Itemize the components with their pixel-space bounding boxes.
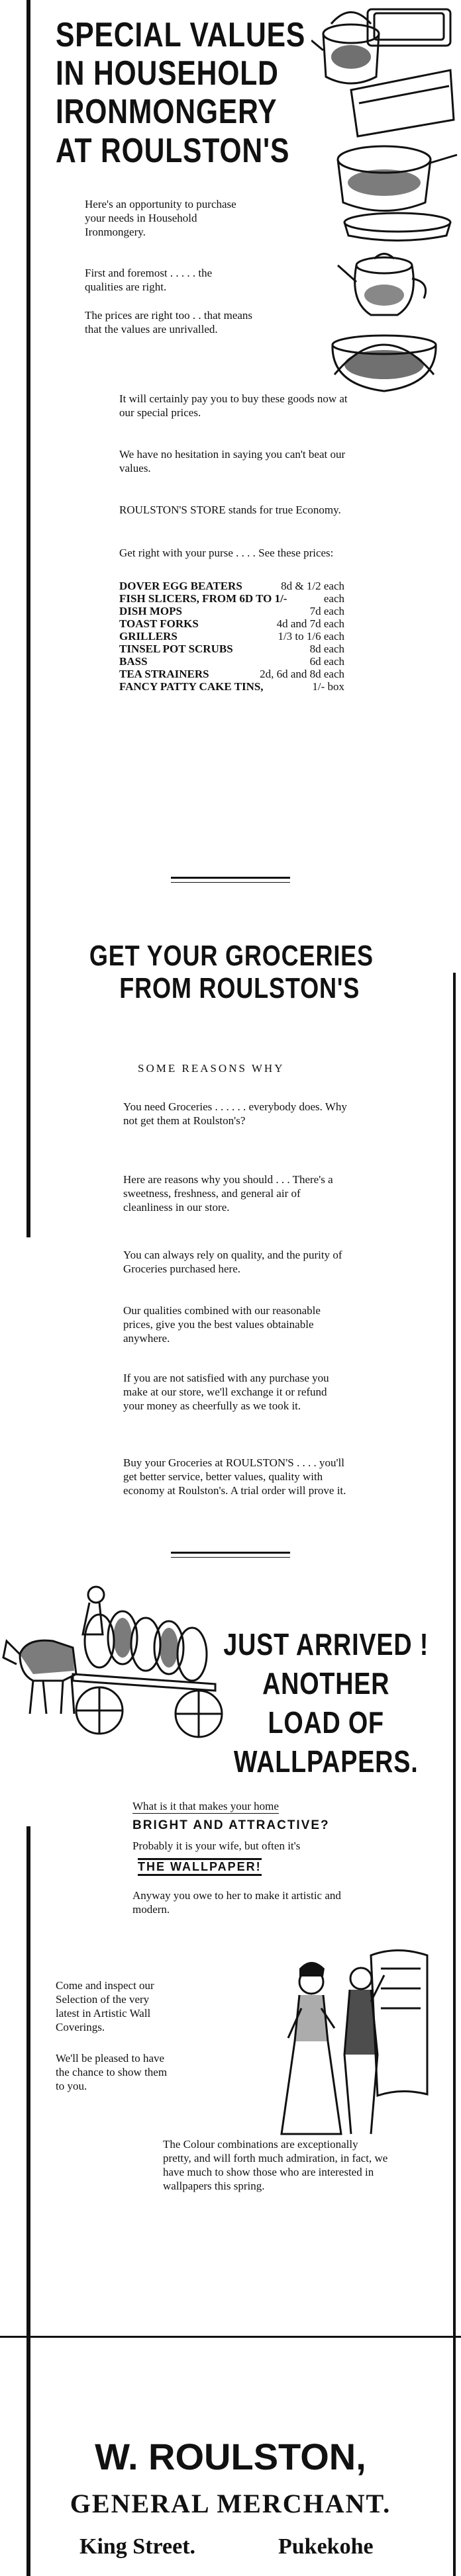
reasons-subheading: SOME REASONS WHY [138, 1062, 285, 1075]
heading-line: ANOTHER [262, 1666, 390, 1701]
item-name: DISH MOPS [119, 605, 182, 617]
heading-line: WALLPAPERS. [233, 1744, 419, 1779]
item-name: FISH SLICERS, FROM 6D TO 1/- [119, 592, 287, 605]
merchant-name: W. ROULSTON, [95, 2436, 366, 2477]
reason-paragraph: Our qualities combined with our reasonable prices, give you the best values obtainable anywhere. [123, 1304, 321, 1345]
wallpaper-text: Anyway you owe to her to make it artistic and modern. [132, 1889, 341, 1916]
merchant-title: GENERAL MERCHANT. [70, 2489, 391, 2518]
wallpaper-text: We'll be pleased to have the chance to show them to you. [56, 2052, 168, 2092]
intro-paragraph: Here's an opportunity to purchase your needs in Household Ironmongery. [85, 198, 236, 238]
merchant-town: Pukekohe [278, 2534, 374, 2559]
couple-with-wallpaper-icon [265, 1942, 444, 2141]
item-name: TOAST FORKS [119, 617, 199, 630]
price-item [119, 668, 344, 680]
section-divider [171, 1552, 290, 1554]
reason-paragraph: You need Groceries . . . . . . everybody does. Why not get them at Roulston's? [123, 1100, 347, 1127]
heading-line: SPECIAL VALUES [56, 16, 306, 54]
reason-paragraph: You can always rely on quality, and the purity of Groceries purchased here. [123, 1249, 342, 1275]
price-item [119, 680, 344, 693]
price-item [119, 592, 344, 605]
section-divider [171, 1557, 290, 1558]
item-price: 2d, 6d and 8d each [260, 668, 344, 680]
item-price: 8d each [309, 643, 344, 655]
groceries-section [0, 926, 461, 1497]
wallpaper-heading [212, 1625, 440, 1781]
price-list [119, 580, 344, 693]
reason-paragraph: Buy your Groceries at ROULSTON'S . . . . you'll get better service, better values, quality with economy at Roulston's. A trial order will prove it. [123, 1456, 346, 1497]
purse-paragraph: Get right with your purse . . . . See these prices: [119, 547, 334, 559]
cookware-icon [311, 4, 461, 394]
prices-paragraph: The prices are right too . . that means that the values are unrivalled. [85, 309, 253, 335]
wallpaper-text: The Colour combinations are exceptionally pretty, and will forth much admiration, in fact, we have much to show those who are interested in wallpapers this spring. [163, 2138, 388, 2192]
merchant-street: King Street. [79, 2534, 196, 2559]
store-paragraph: ROULSTON'S STORE stands for true Economy. [119, 504, 341, 516]
price-item [119, 605, 344, 617]
price-item [119, 617, 344, 630]
price-item [119, 630, 344, 643]
item-name: TINSEL POT SCRUBS [119, 643, 233, 655]
item-name: DOVER EGG BEATERS [119, 580, 242, 592]
item-price: 4d and 7d each [276, 617, 344, 630]
reason-paragraph: Here are reasons why you should . . . There's a sweetness, freshness, and general air of cleanliness in our store. [123, 1173, 333, 1214]
heading-line: JUST ARRIVED ! [223, 1627, 429, 1662]
pay-paragraph: It will certainly pay you to buy these goods now at our special prices. [119, 392, 348, 419]
item-price: 6d each [309, 655, 344, 668]
price-item [119, 643, 344, 655]
reason-paragraph: If you are not satisfied with any purchase you make at our store, we'll exchange it or refund your money as cheerfully as we took it. [123, 1372, 329, 1412]
item-price: 7d each [309, 605, 344, 617]
groceries-heading [85, 940, 378, 1005]
heading-line: IRONMONGERY [56, 93, 278, 132]
item-name: FANCY PATTY CAKE TINS, [119, 680, 264, 693]
footer-block [0, 2336, 461, 2576]
price-item [119, 580, 344, 592]
wallpaper-answer: THE WALLPAPER! [138, 1858, 262, 1876]
horse-cart-icon [0, 1581, 225, 1747]
wallpaper-question: What is it that makes your home [132, 1800, 279, 1812]
price-item [119, 655, 344, 668]
item-price: 1/- box [312, 680, 344, 693]
wallpaper-highlight: BRIGHT AND ATTRACTIVE? [132, 1818, 330, 1832]
item-name: BASS [119, 655, 148, 668]
wallpaper-text: Come and inspect our Selection of the very latest in Artistic Wall Coverings. [56, 1979, 154, 2033]
heading-line: FROM ROULSTON'S [119, 972, 360, 1005]
item-price: each [323, 592, 344, 605]
item-price: 8d & 1/2 each [281, 580, 344, 592]
heading-line: LOAD OF [268, 1705, 384, 1740]
heading-line: IN HOUSEHOLD [56, 54, 279, 93]
heading-line: AT ROULSTON'S [56, 131, 290, 170]
ironmongery-heading [56, 16, 305, 170]
wallpaper-section [0, 1562, 461, 2356]
wallpaper-line: Probably it is your wife, but often it's [132, 1840, 301, 1852]
item-name: GRILLERS [119, 630, 178, 643]
ironmongery-section [0, 0, 461, 887]
item-name: TEA STRAINERS [119, 668, 209, 680]
section-divider [171, 877, 290, 879]
qualities-paragraph: First and foremost . . . . . the qualities are right. [85, 267, 213, 293]
heading-line: GET YOUR GROCERIES [89, 940, 374, 972]
values-paragraph: We have no hesitation in saying you can't beat our values. [119, 448, 346, 474]
section-divider [171, 882, 290, 883]
footer-divider [0, 2336, 461, 2338]
item-price: 1/3 to 1/6 each [278, 630, 344, 643]
